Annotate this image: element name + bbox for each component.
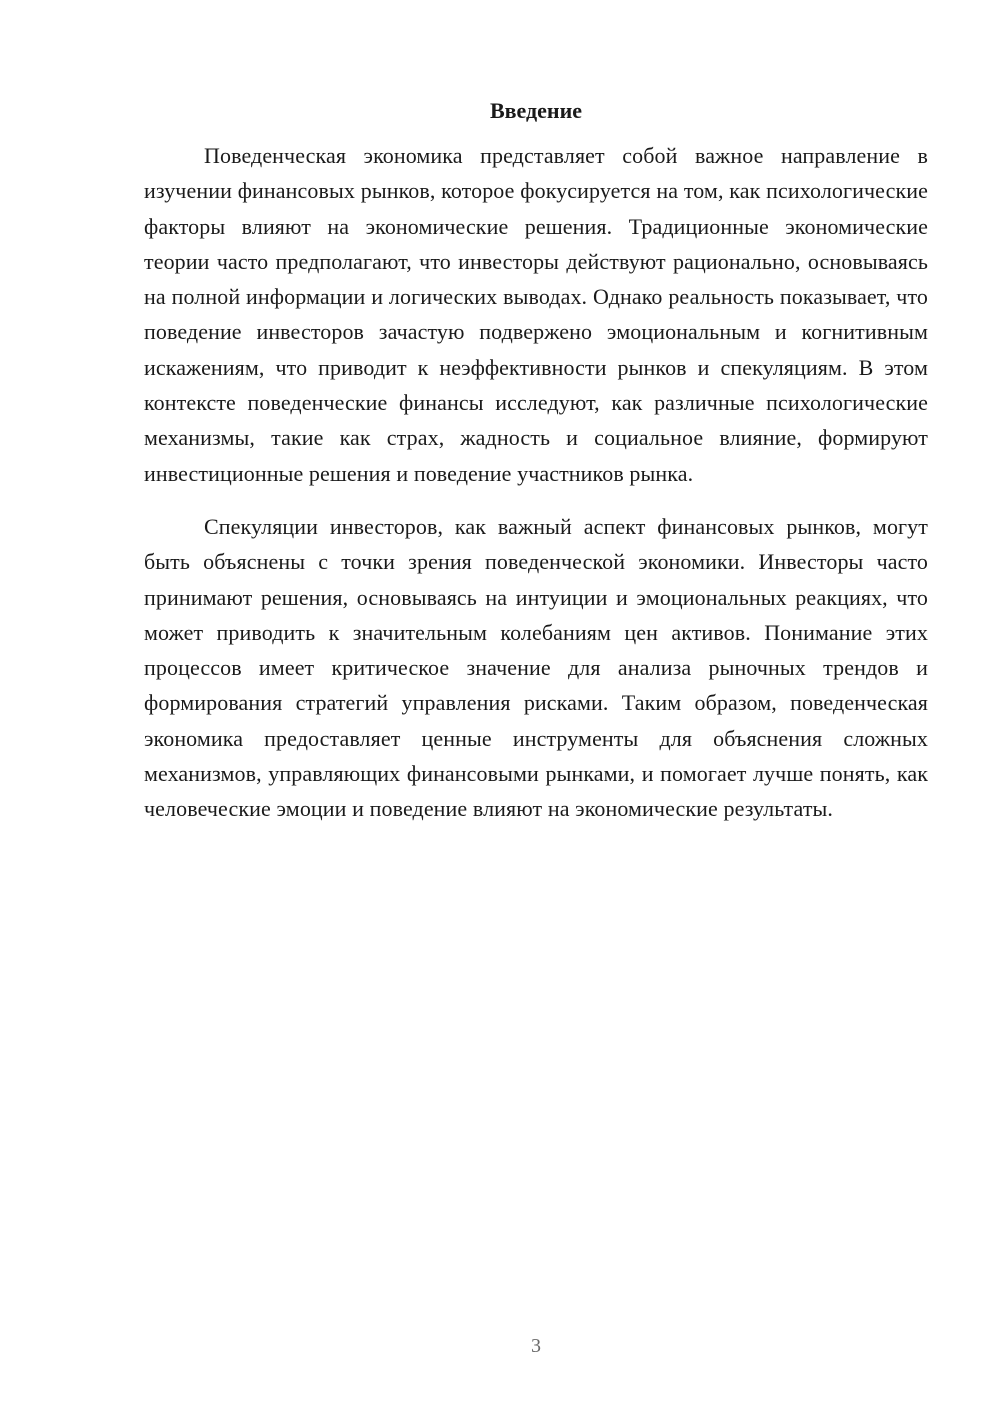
page-content — [144, 96, 928, 827]
intro-paragraph-1: Поведенческая экономика представляет собой важное направление в изучении финансовых рынков, которое фокусируется на том, как психологические факторы влияют на экономические решения. Традиционные экономические теории часто предполагают, что инвесторы действуют рационально, основываясь на полной информации и логических выводах. Однако реальность показывает, что поведение инвесторов зачастую подвержено эмоциональным и когнитивным искажениям, что приводит к неэффективности рынков и спекуляциям. В этом контексте поведенческие финансы исследуют, как различные психологические механизмы, такие как страх, жадность и социальное влияние, формируют инвестиционные решения и поведение участников рынка. — [144, 143, 928, 486]
intro-paragraph-2: Спекуляции инвесторов, как важный аспект финансовых рынков, могут быть объяснены с точки зрения поведенческой экономики. Инвесторы часто принимают решения, основываясь на интуиции и эмоциональных реакциях, что может приводить к значительным колебаниям цен активов. Понимание этих процессов имеет критическое значение для анализа рыночных трендов и формирования стратегий управления рисками. Таким образом, поведенческая экономика предоставляет ценные инструменты для объяснения сложных механизмов, управляющих финансовыми рынками, и помогает лучше понять, как человеческие эмоции и поведение влияют на экономические результаты. — [144, 513, 928, 822]
page-number: 3 — [531, 1335, 541, 1357]
section-heading: Введение — [489, 98, 583, 123]
